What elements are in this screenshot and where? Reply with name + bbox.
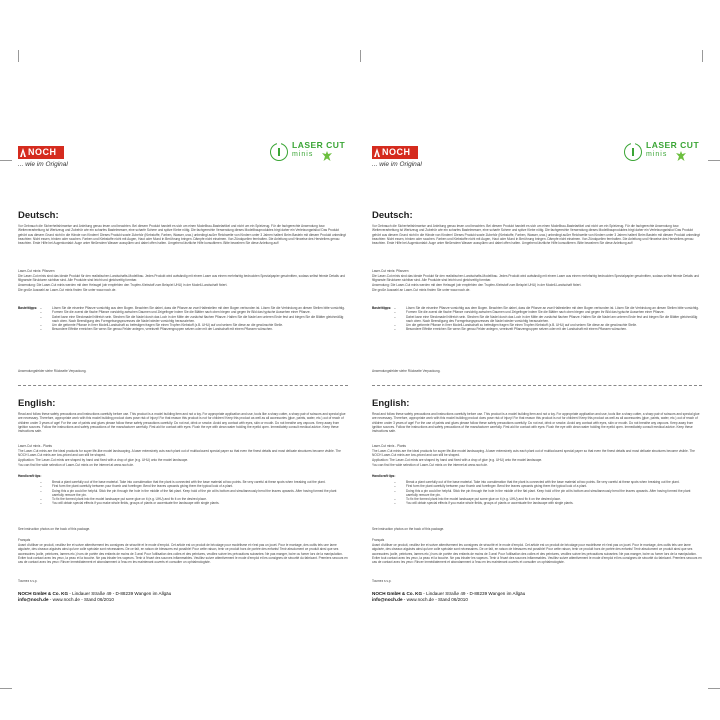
brand-slogan: ... wie im Original <box>18 161 68 168</box>
sheet-header <box>18 138 348 178</box>
noch-logo-icon <box>20 148 26 157</box>
instruction-sheet-right <box>372 138 702 638</box>
sheet-header <box>372 138 702 178</box>
website-note-de: Die große Auswahl an Laser-Cut minis finden Sie unter www.noch.de. <box>18 288 117 292</box>
description-de: Die Laser-Cut minis sind das ideale Produkt für den realistischen Landschafts-Modellbau. Jedes Produkt wird aufwändig mit einem Laser aus einem mehrfarbig bedruckten Spezialpapier geschnitten, sodass selbst feinste Details und filigranste Strukturen sichtbar sind. Alle Produkte sind leicht und gleichzeitig formbar. <box>18 274 346 283</box>
company-email[interactable]: info@noch.de <box>372 597 403 602</box>
website-note-en: You can find the wide selection of Laser-Cut minis on the internet at www.noch.de. <box>372 463 488 467</box>
application-en: Application: The Laser-Cut minis are shaped by hand and fixed with a drop of glue (e.g. UHU) onto the model landscape. <box>372 458 543 462</box>
list-item: – Doing this a pin could be helpful. Stick the pin through the hole in the middle of the flat plant. Keep hold of the pin at its bottom and simultaneously bend the leaves upwards. After having formed the plant carefully remove the pin. <box>40 489 348 498</box>
list-item: – Dabei kann eine Steckmadel hilfreich sein. Stechen Sie die Nadel durch das Loch in der Mitte der zunächst flachen Pflanze. Halten Sie die Nadel am unteren Ende fest und biegen Sie die Blätter gleichmäßig nach oben. Nach Beendigung des Formgebungsprozesses die Nadel wieder vorsichtig herausziehen. <box>40 315 348 324</box>
section-divider <box>372 385 702 386</box>
crop-mark <box>360 50 361 62</box>
after-note-de: Anwendungsfelder siehe Rückseite Verpackung. <box>18 369 87 373</box>
crop-mark <box>708 160 720 161</box>
laser-cut-label: LASER CUT <box>292 140 346 150</box>
description-en: The Laser-Cut minis are the ideal products for super life-like model landscaping. A laser extensively cuts each plant out of multicoloured special paper so that even the finest details and most delicate structures become visible. The NOCH Laser-Cut minis are low-priced and can still be shaped. <box>18 449 341 458</box>
company-footer <box>18 591 348 603</box>
section-divider <box>18 385 348 386</box>
safety-text-fr: Avant d'utiliser ce produit, veuillez lire et suivre attentivement les consignes de sécurité et le mode d'emploi. Cet article est un produit de bricolage pour modélisme et n'est pas un jouet. Pour le montage, des outils tels une lame aiguisée, des ciseaux aiguisés ainsi qu'une colle spéciale sont nécessaires. De ce fait, en raison de blessures est possible! Pour cette raison, tenir ce produit hors de portée des enfants! Tenir absolument ce produit ainsi que ses accessoires (colle, peintures, larmes etc.) hors de portée des enfants de moins de 3 ans! Pour l'utilisation des colles et des peintures, veuillez suivre les précautions suivantes: Ne pas manger, boire ou fumer lors de la manipulation. Eviter tout contact avec les yeux, la peau et la bouche. Ne pas inhaler les vapeurs. Tenir à l'écart des sources inflammables. Veuillez suivre attentivement le mode d'emploi et les consignes de sécurité du fabricant. Premiers secours en cas de contact avec les yeux: Rincer immédiatement et abondamment à l'eau en les maintenant ouverts et consulter un ophtalmologiste. <box>18 543 348 565</box>
after-note-en: See instruction photos on the back of this package. <box>18 527 91 531</box>
safety-text-de: Vor Gebrauch die Sicherheitshinweise und Anleitung genau lesen und beachten. Bei diesem Produkt handelt es sich um einen Modellbau-Bastelartikel und nicht um ein Spielzeug. Für die fachgerechte Anwendung bzw. Weiterverarbeitung ist Werkzeug und Zubehör wie ein scharfes Bastelmesser, eine scharfe Schere und spitze Klebe nötig. Die fachgerechte Verwendung dieses Modellbauproduktes birgt daher ein Verletzungsrisiko! Das Produkt gehört aus diesem Grund nicht in die Hände von Kindern! Dieses Produkt sowie Zubehör (Klebstoffe, Farben, Wasser, usw.) unbedingt außer Reichweite von Kindern unter 3 Jahren halten! Beim Basteln mit diesem Produkt unbedingt beachten: Nicht essen, trinken oder rauchen. Farben und Klebstoffe nicht mit Augen, Haut oder Mund in Berührung bringen. Dämpfe nicht einatmen. Von Zündquellen fernhalten. Die Anleitung und Hinweise des Herstellers genau beachten. Erste Hilfe bei Augenkontakt: Auge unter fließendem Wasser ausspülen und dabei offen halten. Umgehend ärztliche Hilfe konsultieren. Bitte bewahren Sie diese Anleitung auf! <box>18 224 346 246</box>
list-item: – Lösen Sie die einzelne Pflanze vorsichtig aus dem Bogen. Beachten Sie dabei, dass die Pflanze an zwei Haltestellen mit dem Bogen verbunden ist. Lösen Sie die Verbindung an diesen Stellen bitte vorsichtig. <box>394 306 702 310</box>
crop-mark <box>0 688 12 689</box>
brand-slogan: ... wie im Original <box>372 161 422 168</box>
list-item: – To fix the formed plant into the model landscape put some glue on it (e.g. UHU) and fix it on the desired place. <box>394 497 702 501</box>
crop-mark <box>18 50 19 62</box>
turn-over-note: Toumez s.v.p. <box>372 579 392 583</box>
tips-list-en <box>372 474 702 506</box>
noch-logo: NOCH <box>18 146 64 159</box>
laser-cut-label: LASER CUT <box>646 140 700 150</box>
list-item: – Besondere Effekte erreichen Sie wenn Sie genau Felder anlegen, vereinzelt Pflanzengruppen setzen oder mit der Landschaft mit einem Pflanzen wünschen. <box>40 327 348 331</box>
tips-label-de: Bastelttipps: <box>372 306 392 310</box>
laser-cut-minis-logo <box>270 138 348 168</box>
list-item: – To fix the formed plant into the model landscape put some glue on it (e.g. UHU) and fix it on the desired place. <box>40 497 348 501</box>
crop-mark <box>702 50 703 62</box>
list-item: – You will obtain special effects if you make whole fields, groups of plants or accentuate the landscape with single plants. <box>40 501 348 505</box>
section-title-deutsch: Deutsch: <box>372 210 413 221</box>
instruction-sheet-left <box>18 138 348 638</box>
list-item: – Doing this a pin could be helpful. Stick the pin through the hole in the middle of the flat plant. Keep hold of the pin at its bottom and simultaneously bend the leaves upwards. After having formed the plant carefully remove the pin. <box>394 489 702 498</box>
safety-text-fr: Avant d'utiliser ce produit, veuillez lire et suivre attentivement les consignes de sécurité et le mode d'emploi. Cet article est un produit de bricolage pour modélisme et n'est pas un jouet. Pour le montage, des outils tels une lame aiguisée, des ciseaux aiguisés ainsi qu'une colle spéciale sont nécessaires. De ce fait, en raison de blessures est possible! Pour cette raison, tenir ce produit hors de portée des enfants! Tenir absolument ce produit ainsi que ses accessoires (colle, peintures, larmes etc.) hors de portée des enfants de moins de 3 ans! Pour l'utilisation des colles et des peintures, veuillez suivre les précautions suivantes: Ne pas manger, boire ou fumer lors de la manipulation. Eviter tout contact avec les yeux, la peau et la bouche. Ne pas inhaler les vapeurs. Tenir à l'écart des sources inflammables. Veuillez suivre attentivement le mode d'emploi et les consignes de sécurité du fabricant. Premiers secours en cas de contact avec les yeux: Rincer immédiatement et abondamment à l'eau en les maintenant ouverts et consulter un ophtalmologiste. <box>372 543 702 565</box>
application-de: Anwendung: Die Laser-Cut minis werden mit dem Heissgel (wir empfehlen den Tropfen-Klebstoff zum Beispiel UHU) in der Modell-Landschaft fixiert. <box>372 283 582 287</box>
tips-list-en <box>18 474 348 506</box>
list-item: – Besondere Effekte erreichen Sie wenn Sie genau Felder anlegen, vereinzelt Pflanzengruppen setzen oder mit der Landschaft mit einem Pflanzen wünschen. <box>394 327 702 331</box>
description-de: Die Laser-Cut minis sind das ideale Produkt für den realistischen Landschafts-Modellbau. Jedes Produkt wird aufwändig mit einem Laser aus einem mehrfarbig bedruckten Spezialpapier geschnitten, sodass selbst feinste Details und filigranste Strukturen sichtbar sind. Alle Produkte sind leicht und gleichzeitig formbar. <box>372 274 700 283</box>
company-footer <box>372 591 702 603</box>
leaf-icon <box>322 151 332 161</box>
section-title-francais: Français <box>372 538 385 542</box>
application-de: Anwendung: Die Laser-Cut minis werden mit dem Heissgel (wir empfehlen den Tropfen-Klebstoff zum Beispiel UHU) in der Modell-Landschaft fixiert. <box>18 283 228 287</box>
company-address: - Lindauer Straße 49 - D-88239 Wangen im Allgäu <box>68 591 172 596</box>
list-item: – Formen Sie die zuerst die flache Pflanze vorsichtig zwischen Daumen und Zeigefinger indem Sie die Blätter nach oben biegen und gegen ihr Bild das typische Aussehen einer Pflanze. <box>40 310 348 314</box>
crop-mark <box>0 160 12 161</box>
section-title-deutsch: Deutsch: <box>18 210 59 221</box>
tips-list-de <box>18 306 348 332</box>
noch-logo: NOCH <box>372 146 418 159</box>
minis-label: minis <box>292 151 314 158</box>
safety-text-de: Vor Gebrauch die Sicherheitshinweise und Anleitung genau lesen und beachten. Bei diesem Produkt handelt es sich um einen Modellbau-Bastelartikel und nicht um ein Spielzeug. Für die fachgerechte Anwendung bzw. Weiterverarbeitung ist Werkzeug und Zubehör wie ein scharfes Bastelmesser, eine scharfe Schere und spitze Klebe nötig. Die fachgerechte Verwendung dieses Modellbauproduktes birgt daher ein Verletzungsrisiko! Das Produkt gehört aus diesem Grund nicht in die Hände von Kindern! Dieses Produkt sowie Zubehör (Klebstoffe, Farben, Wasser, usw.) unbedingt außer Reichweite von Kindern unter 3 Jahren halten! Beim Basteln mit diesem Produkt unbedingt beachten: Nicht essen, trinken oder rauchen. Farben und Klebstoffe nicht mit Augen, Haut oder Mund in Berührung bringen. Dämpfe nicht einatmen. Von Zündquellen fernhalten. Die Anleitung und Hinweise des Herstellers genau beachten. Erste Hilfe bei Augenkontakt: Auge unter fließendem Wasser ausspülen und dabei offen halten. Umgehend ärztliche Hilfe konsultieren. Bitte bewahren Sie diese Anleitung auf! <box>372 224 700 246</box>
list-item: – Break a plant carefully out of the base material. Take into consideration that the plant is connected with the base material at two points. Be very careful at these spots when breaking out the plant. <box>394 480 702 484</box>
crop-mark <box>708 688 720 689</box>
company-email[interactable]: info@noch.de <box>18 597 49 602</box>
application-en: Application: The Laser-Cut minis are shaped by hand and fixed with a drop of glue (e.g. UHU) onto the model landscape. <box>18 458 189 462</box>
list-item: – Break a plant carefully out of the base material. Take into consideration that the plant is connected with the base material at two points. Be very careful at these spots when breaking out the plant. <box>40 480 348 484</box>
tips-label-en: Handicraft tips: <box>18 474 42 478</box>
subtitle-de: Laser-Cut minis: Pflanzen <box>372 269 409 273</box>
list-item: – Um die geformte Pflanze in Ihrer Modell-Landschaft zu befestigen fragen Sie einen Tropfen Klebstoff (z.B. UHU) auf und setzen Sie diese an die gewünschte Stelle. <box>40 323 348 327</box>
section-title-english: English: <box>372 398 410 409</box>
company-address: - Lindauer Straße 49 - D-88239 Wangen im Allgäu <box>422 591 526 596</box>
company-name: NOCH GmbH & Co. KG <box>372 591 423 596</box>
list-item: – Dabei kann eine Steckmadel hilfreich sein. Stechen Sie die Nadel durch das Loch in der Mitte der zunächst flachen Pflanze. Halten Sie die Nadel am unteren Ende fest und biegen Sie die Blätter gleichmäßig nach oben. Nach Beendigung des Formgebungsprozesses die Nadel wieder vorsichtig herausziehen. <box>394 315 702 324</box>
website-note-de: Die große Auswahl an Laser-Cut minis finden Sie unter www.noch.de. <box>372 288 471 292</box>
minis-label: minis <box>646 151 668 158</box>
after-note-en: See instruction photos on the back of this package. <box>372 527 445 531</box>
safety-text-en: Read and follow these safety precautions and instructions carefully before use. This product is a model building item and not a toy. For appropriate application and use, tools like a sharp cutter, a sharp pair of scissors and special glue are necessary. Therefore, appropriate work with this model building product does pose risk of injury! For that reason this product is not for children! Keep this product as well as all accessories (glue, paints, water, etc.) out of reach of children under 3 years of age! For the use of paints and glues please follow these safety precautions carefully: Do not eat, drink or smoke. Avoid any contact with eyes, skin or mouth. Do not breathe any vapours. Keep away from ignition sources. Follow the instructions and safety precautions of the manufacturer carefully. First aid for contact with eyes: Flush the eye with clean water holding the eyelid open. Immediately consult medical advice. Keep these instructions safe. <box>372 412 700 434</box>
section-title-english: English: <box>18 398 56 409</box>
company-name: NOCH GmbH & Co. KG <box>18 591 69 596</box>
company-web-stand: - www.noch.de - Stand 06/2010 <box>402 597 468 602</box>
tips-label-de: Bastelttipps: <box>18 306 38 310</box>
tips-label-en: Handicraft tips: <box>372 474 396 478</box>
list-item: – Formen Sie die zuerst die flache Pflanze vorsichtig zwischen Daumen und Zeigefinger indem Sie die Blätter nach oben biegen und gegen ihr Bild das typische Aussehen einer Pflanze. <box>394 310 702 314</box>
section-title-francais: Français <box>18 538 31 542</box>
safety-text-en: Read and follow these safety precautions and instructions carefully before use. This product is a model building item and not a toy. For appropriate application and use, tools like a sharp cutter, a sharp pair of scissors and special glue are necessary. Therefore, appropriate work with this model building product does pose risk of injury! For that reason this product is not for children! Keep this product as well as all accessories (glue, paints, water, etc.) out of reach of children under 3 years of age! For the use of paints and glues please follow these safety precautions carefully: Do not eat, drink or smoke. Avoid any contact with eyes, skin or mouth. Do not breathe any vapours. Keep away from ignition sources. Follow the instructions and safety precautions of the manufacturer carefully. First aid for contact with eyes: Flush the eye with clean water holding the eyelid open. Immediately consult medical advice. Keep these instructions safe. <box>18 412 346 434</box>
website-note-en: You can find the wide selection of Laser-Cut minis on the internet at www.noch.de. <box>18 463 134 467</box>
leaf-icon <box>676 151 686 161</box>
turn-over-note: Toumez s.v.p. <box>18 579 38 583</box>
subtitle-en: Laser-Cut minis - Plants <box>372 444 407 448</box>
tips-list-de <box>372 306 702 332</box>
laser-cut-icon <box>624 143 642 161</box>
list-item: – Lösen Sie die einzelne Pflanze vorsichtig aus dem Bogen. Beachten Sie dabei, dass die Pflanze an zwei Haltestellen mit dem Bogen verbunden ist. Lösen Sie die Verbindung an diesen Stellen bitte vorsichtig. <box>40 306 348 310</box>
after-note-de: Anwendungsfelder siehe Rückseite Verpackung. <box>372 369 441 373</box>
subtitle-de: Laser-Cut minis: Pflanzen <box>18 269 55 273</box>
company-web-stand: - www.noch.de - Stand 06/2010 <box>48 597 114 602</box>
description-en: The Laser-Cut minis are the ideal products for super life-like model landscaping. A laser extensively cuts each plant out of multicoloured special paper so that even the finest details and most delicate structures become visible. The NOCH Laser-Cut minis are low-priced and can still be shaped. <box>372 449 695 458</box>
list-item: – Um die geformte Pflanze in Ihrer Modell-Landschaft zu befestigen fragen Sie einen Tropfen Klebstoff (z.B. UHU) auf und setzen Sie diese an die gewünschte Stelle. <box>394 323 702 327</box>
laser-cut-icon <box>270 143 288 161</box>
list-item: – You will obtain special effects if you make whole fields, groups of plants or accentuate the landscape with single plants. <box>394 501 702 505</box>
list-item: – First form the plant carefully between your thumb and forefinger. Bend the leaves upwards giving them the typical look of a plant. <box>394 484 702 488</box>
subtitle-en: Laser-Cut minis - Plants <box>18 444 53 448</box>
list-item: – First form the plant carefully between your thumb and forefinger. Bend the leaves upwards giving them the typical look of a plant. <box>40 484 348 488</box>
noch-logo-icon <box>374 148 380 157</box>
laser-cut-minis-logo <box>624 138 702 168</box>
